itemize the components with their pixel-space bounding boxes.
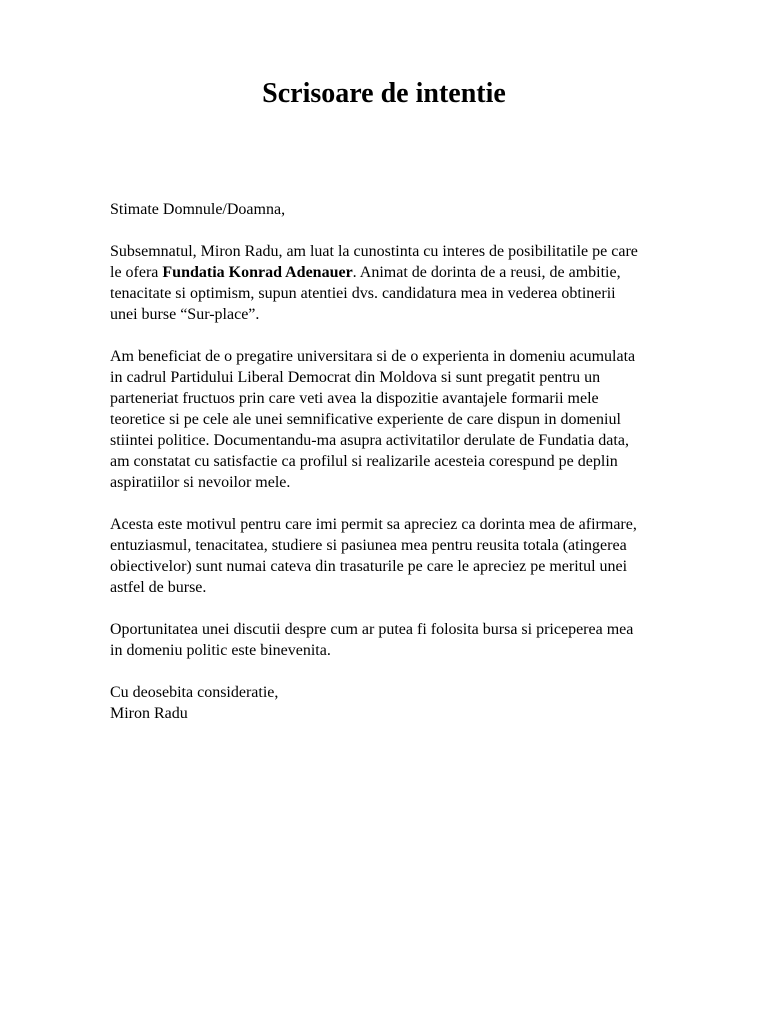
paragraph-experience-line: stiintei politice. Documentandu-ma asupra activitatilor derulate de Fundatia data, [110,432,629,449]
foundation-name: Fundatia Konrad Adenauer [162,264,353,281]
paragraph-motivation [110,514,710,598]
paragraph-intro-line: unei burse “Sur-place”. [110,306,260,323]
signature: Miron Radu [110,705,188,722]
paragraph-experience [110,346,710,493]
paragraph-intro-text: . Animat de dorinta de a reusi, de ambitie, [352,264,621,281]
paragraph-motivation-line: obiectivelor) sunt numai cateva din trasaturile pe care le apreciez pe meritul unei [110,558,628,575]
paragraph-opportunity-line: in domeniu politic este binevenita. [110,642,331,659]
paragraph-intro-text: le ofera [110,264,163,281]
closing [110,682,710,724]
paragraph-experience-line: aspiratiilor si nevoilor mele. [110,474,291,491]
paragraph-intro [110,241,710,325]
paragraph-motivation-line: astfel de burse. [110,579,207,596]
paragraph-experience-line: parteneriat fructuos prin care veti avea la dispozitie avantajele formarii mele [110,390,599,407]
paragraph-opportunity [110,619,710,661]
greeting-line: Stimate Domnule/Doamna, [110,201,286,218]
paragraph-intro-line [110,262,710,283]
paragraph-motivation-line: Acesta este motivul pentru care imi permit sa apreciez ca dorinta mea de afirmare, [110,516,637,533]
paragraph-experience-line: Am beneficiat de o pregatire universitara si de o experienta in domeniu acumulata [110,348,636,365]
greeting [110,199,710,220]
paragraph-intro-line: Subsemnatul, Miron Radu, am luat la cunostinta cu interes de posibilitatile pe care [110,243,638,260]
letter-body [110,199,710,745]
page-title: Scrisoare de intentie [262,78,506,109]
paragraph-motivation-line: entuziasmul, tenacitatea, studiere si pasiunea mea pentru reusita totala (atingerea [110,537,627,554]
paragraph-experience-line: am constatat cu satisfactie ca profilul si realizarile acesteia corespund pe deplin [110,453,618,470]
closing-line: Cu deosebita consideratie, [110,684,279,701]
paragraph-opportunity-line: Oportunitatea unei discutii despre cum ar putea fi folosita bursa si priceperea mea [110,621,634,638]
paragraph-intro-line: tenacitate si optimism, supun atentiei dvs. candidatura mea in vederea obtinerii [110,285,616,302]
paragraph-experience-line: in cadrul Partidului Liberal Democrat din Moldova si sunt pregatit pentru un [110,369,601,386]
paragraph-experience-line: teoretice si pe cele ale unei semnificative experiente de care dispun in domeniul [110,411,621,428]
